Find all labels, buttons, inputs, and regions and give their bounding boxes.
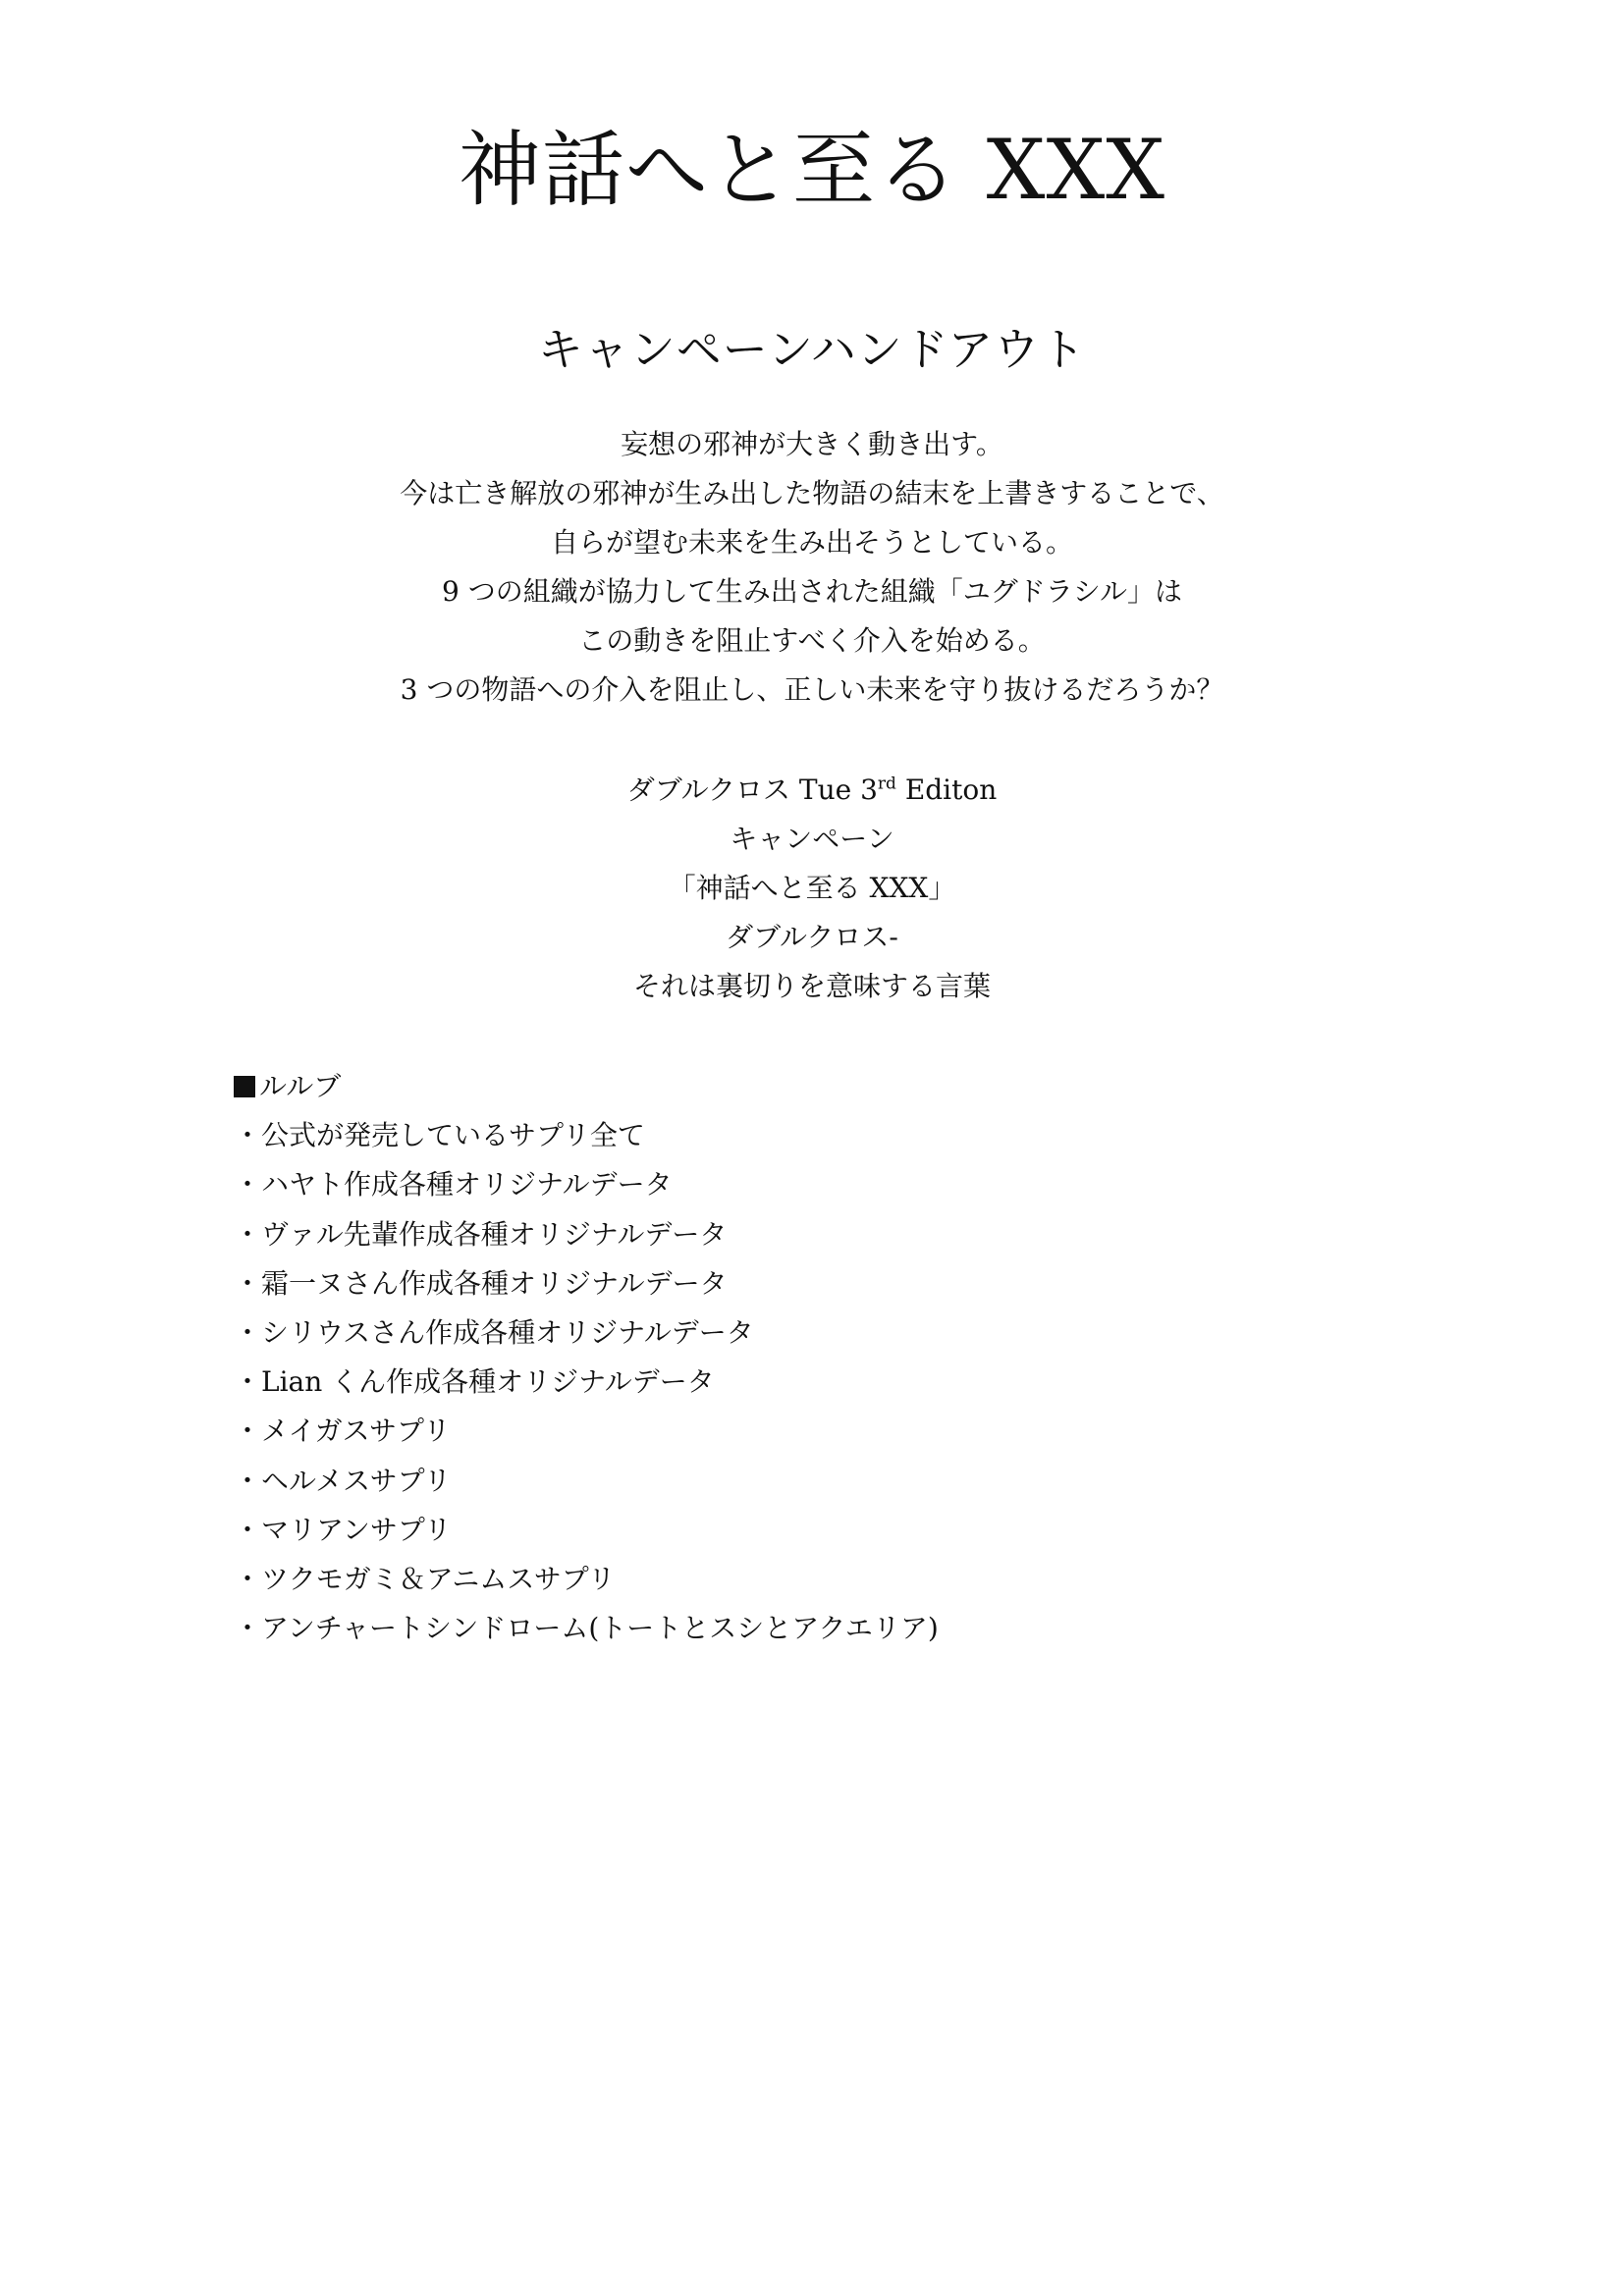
- credits-line: 「神話へと至る XXX」: [668, 872, 956, 904]
- intro-line: 妄想の邪神が大きく動き出す。: [621, 428, 1003, 460]
- intro-line: 自らが望む未来を生み出そうとしている。: [550, 526, 1073, 559]
- intro-line: 今は亡き解放の邪神が生み出した物語の結末を上書きすることで、: [400, 477, 1224, 509]
- document-title: 神話へと至る XXX: [458, 122, 1166, 218]
- edition-prefix: ダブルクロス Tue 3: [626, 774, 878, 806]
- credits-line: それは裏切りを意味する言葉: [632, 970, 991, 1002]
- list-item: ・ハヤト作成各種オリジナルデータ: [234, 1168, 673, 1201]
- intro-line: 3 つの物語への介入を阻止し、正しい未来を守り抜けるだろうか？: [400, 673, 1224, 706]
- edition-line: [0, 766, 1624, 815]
- list-item: ・公式が発売しているサプリ全て: [234, 1119, 645, 1152]
- document-subtitle: キャンペーンハンドアウト: [537, 323, 1087, 376]
- list-item: ・メイガスサプリ: [234, 1415, 451, 1448]
- edition-ordinal: rd: [877, 774, 896, 794]
- rulebook-heading: [234, 1062, 1392, 1111]
- list-item: ・霜一ヌさん作成各種オリジナルデータ: [234, 1266, 728, 1300]
- list-item: ・マリアンサプリ: [234, 1513, 452, 1546]
- list-item: ・ツクモガミ＆アニムスサプリ: [234, 1563, 616, 1596]
- intro-text: [0, 420, 1624, 715]
- black-square-icon: [234, 1076, 255, 1097]
- credits-line: ダブルクロス-: [726, 921, 898, 953]
- list-item: ・アンチャートシンドローム(トートとスシとアクエリア): [234, 1612, 939, 1645]
- list-item: ・Lian くん作成各種オリジナルデータ: [234, 1365, 715, 1399]
- list-item: ・シリウスさん作成各種オリジナルデータ: [234, 1316, 754, 1350]
- rulebook-heading-text: ルルブ: [259, 1070, 342, 1102]
- list-item: ・ヴァル先輩作成各種オリジナルデータ: [234, 1217, 728, 1251]
- intro-line: 9 つの組織が協力して生み出された組織「ユグドラシル」は: [441, 575, 1183, 608]
- credits-block: [0, 766, 1624, 1011]
- edition-suffix: Editon: [895, 774, 998, 806]
- rulebook-list: [234, 1062, 1392, 1653]
- credits-line: キャンペーン: [730, 823, 894, 855]
- intro-line: この動きを阻止すべく介入を始める。: [578, 624, 1046, 657]
- list-item: ・ヘルメスサプリ: [234, 1464, 452, 1497]
